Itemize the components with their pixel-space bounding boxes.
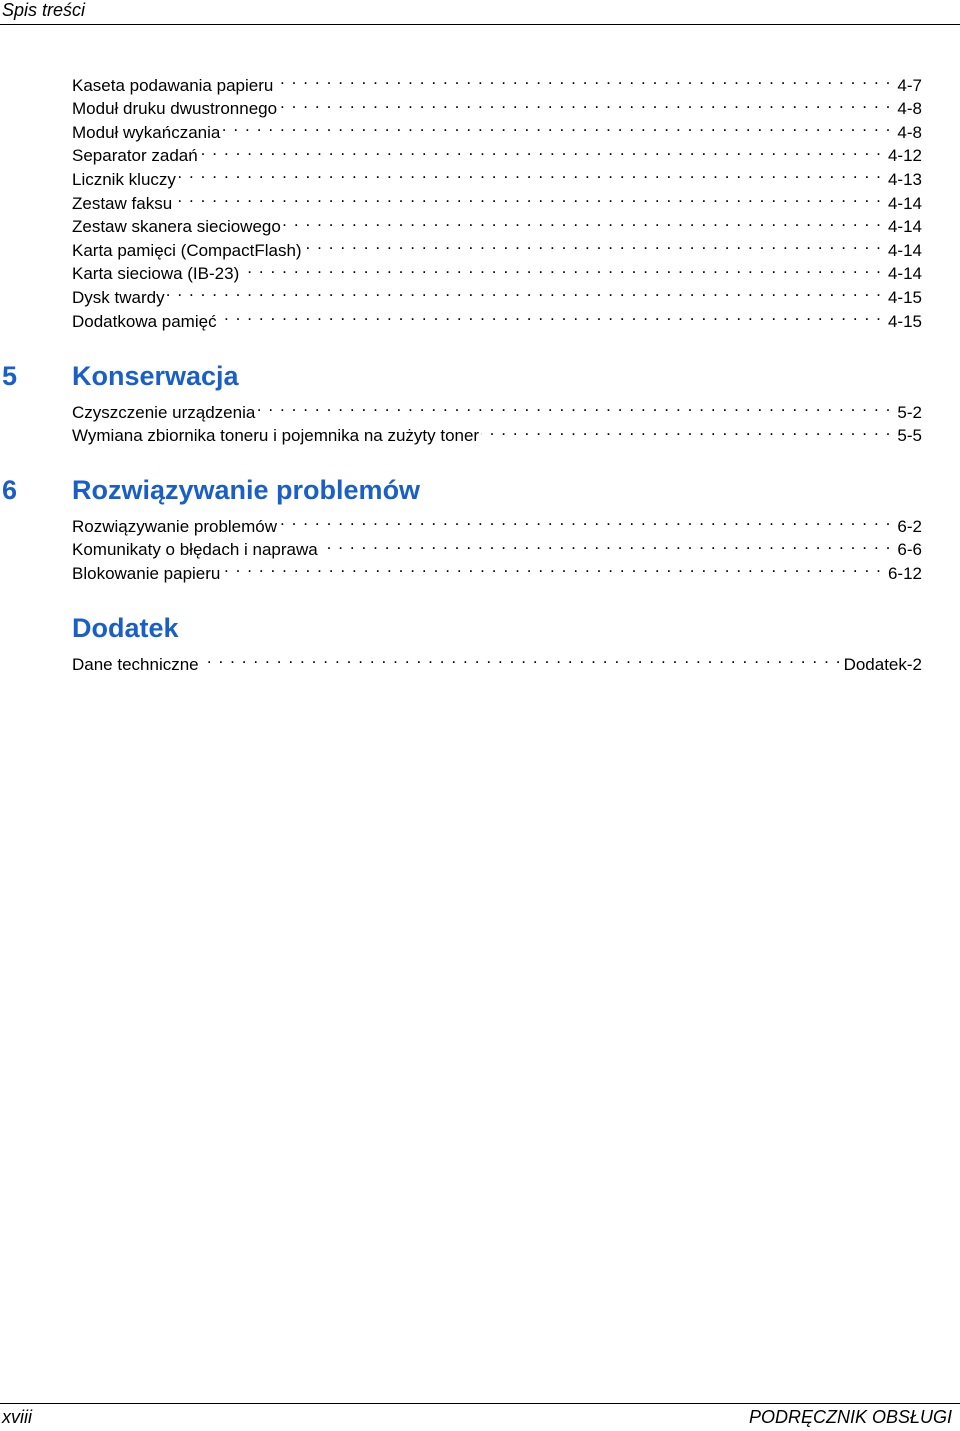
header-divider: [0, 24, 960, 25]
toc-entry-page: 4-13: [887, 169, 922, 189]
toc-entry-page: 4-14: [887, 264, 922, 284]
toc-dot-leader: [304, 232, 882, 256]
toc-entry-page: 4-8: [897, 99, 922, 119]
toc-dot-leader: [481, 418, 891, 442]
running-header: Spis treści: [2, 0, 86, 20]
toc-entry-page: 6-2: [897, 516, 922, 536]
chapter-title: Rozwiązywanie problemów: [72, 475, 421, 505]
toc-entry-title: Moduł wykańczania: [72, 122, 221, 142]
toc-entry-title: Kaseta podawania papieru: [72, 75, 274, 95]
toc-entry-title: Wymiana zbiornika toneru i pojemnika na zużyty toner: [72, 426, 480, 446]
toc-entry-title: Zestaw faksu: [72, 193, 173, 213]
toc-entry-title: Separator zadań: [72, 146, 198, 166]
toc-entry-page: 6-6: [897, 540, 922, 560]
toc-entry[interactable]: [72, 279, 922, 307]
toc-entry-title: Rozwiązywanie problemów: [72, 516, 278, 536]
toc-dot-leader: [219, 303, 882, 327]
toc-entry-title: Moduł druku dwustronnego: [72, 99, 278, 119]
toc-entry-title: Blokowanie papieru: [72, 563, 221, 583]
toc-entry-page: 6-12: [887, 563, 922, 583]
toc-dot-leader: [167, 279, 882, 303]
footer-divider: [0, 1403, 960, 1404]
chapter-number: 6: [2, 475, 18, 505]
toc-entry-page: 4-7: [897, 75, 922, 95]
toc-entry[interactable]: [72, 185, 922, 213]
toc-entry-page: 4-14: [887, 217, 922, 237]
toc-entry-title: Dane techniczne: [72, 654, 199, 674]
toc-entry[interactable]: [72, 138, 922, 166]
toc-entry[interactable]: [72, 161, 922, 189]
toc-list-chapter-4: [72, 67, 922, 331]
toc-entry-title: Czyszczenie urządzenia: [72, 402, 256, 422]
page-number: xviii: [2, 1407, 32, 1427]
toc-entry-page: 4-14: [887, 193, 922, 213]
chapter-number: 5: [2, 361, 18, 391]
toc-entry[interactable]: [72, 646, 922, 674]
toc-entry-page: Dodatek-2: [843, 654, 922, 674]
manual-title: PODRĘCZNIK OBSŁUGI: [748, 1407, 952, 1427]
toc-list-appendix: [72, 646, 922, 674]
toc-entry-title: Licznik kluczy: [72, 169, 176, 189]
toc-entry-title: Karta pamięci (CompactFlash): [72, 240, 302, 260]
toc-dot-leader: [222, 555, 882, 579]
toc-entry-page: 4-15: [887, 287, 922, 307]
toc-dot-leader: [279, 91, 891, 115]
toc-entry-page: 4-15: [887, 311, 922, 331]
toc-entry-page: 4-12: [887, 146, 922, 166]
toc-entry-title: Karta sieciowa (IB-23): [72, 264, 240, 284]
toc-dot-leader: [178, 161, 882, 185]
toc-list-chapter-5: [72, 394, 922, 446]
toc-dot-leader: [257, 394, 891, 418]
chapter-heading-6[interactable]: [0, 473, 940, 507]
toc-entry[interactable]: [72, 209, 922, 237]
toc-dot-leader: [241, 256, 882, 280]
toc-entry-page: 5-2: [897, 402, 922, 422]
toc-entry[interactable]: [72, 508, 922, 536]
toc-dot-leader: [201, 646, 842, 670]
toc-entry-title: Dodatkowa pamięć: [72, 311, 217, 331]
toc-dot-leader: [320, 532, 892, 556]
toc-entry[interactable]: [72, 303, 922, 331]
toc-entry-page: 4-8: [897, 122, 922, 142]
toc-entry-title: Komunikaty o błędach i naprawa: [72, 540, 318, 560]
toc-dot-leader: [279, 508, 891, 532]
toc-entry-page: 5-5: [897, 426, 922, 446]
toc-dot-leader: [200, 138, 882, 162]
appendix-heading[interactable]: [0, 611, 940, 645]
toc-dot-leader: [275, 67, 891, 91]
chapter-heading-5[interactable]: [0, 359, 940, 393]
toc-entry[interactable]: [72, 394, 922, 422]
toc-dot-leader: [283, 209, 882, 233]
appendix-title: Dodatek: [72, 613, 179, 643]
toc-entry-page: 4-14: [887, 240, 922, 260]
toc-entry[interactable]: [72, 67, 922, 95]
chapter-title: Konserwacja: [72, 361, 239, 391]
toc-dot-leader: [174, 185, 882, 209]
toc-list-chapter-6: [72, 508, 922, 583]
toc-dot-leader: [222, 114, 891, 138]
toc-entry-title: Zestaw skanera sieciowego: [72, 217, 281, 237]
toc-entry-title: Dysk twardy: [72, 287, 165, 307]
